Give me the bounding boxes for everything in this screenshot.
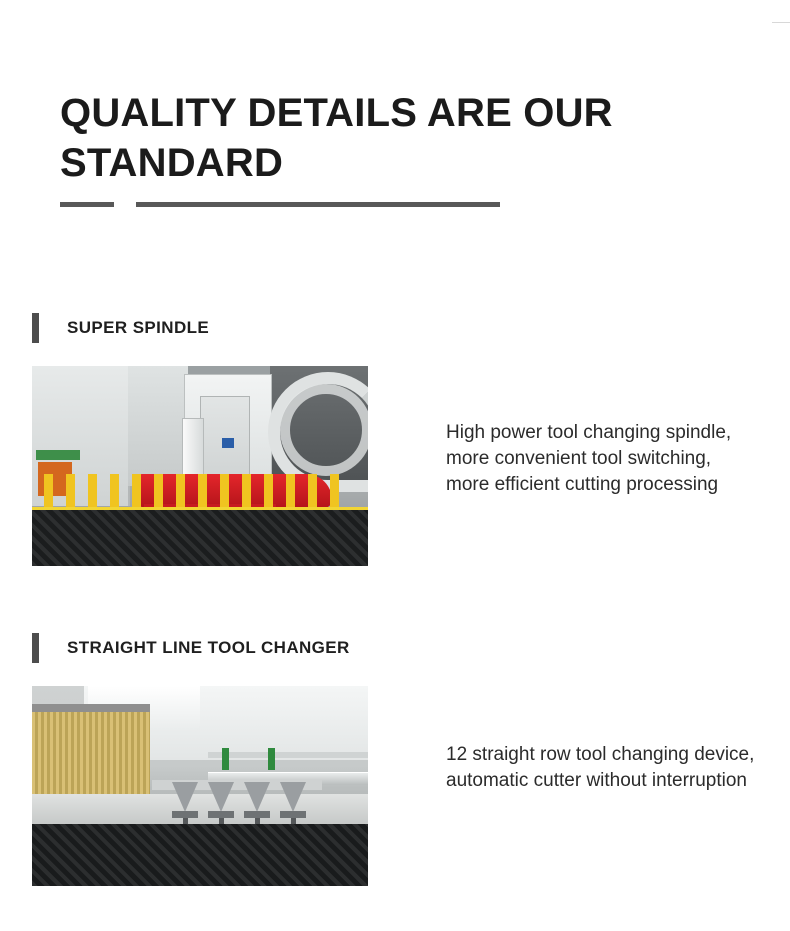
machine-panel-mid bbox=[128, 366, 188, 486]
feature-section-tool-changer bbox=[32, 630, 758, 886]
section-accent-bar bbox=[32, 633, 39, 663]
dust-brush bbox=[32, 712, 150, 804]
top-divider bbox=[772, 22, 790, 23]
spindle-photo bbox=[32, 366, 368, 566]
vacuum-table-grate bbox=[32, 510, 368, 566]
vacuum-table-grate bbox=[32, 824, 368, 886]
green-marker-2 bbox=[268, 748, 275, 770]
section-caption: 12 straight row tool changing device, automatic cutter without interruption bbox=[446, 744, 755, 791]
upper-rail bbox=[208, 752, 368, 758]
section-title: STRAIGHT LINE TOOL CHANGER bbox=[67, 638, 350, 657]
tool-changer-photo bbox=[32, 686, 368, 886]
section-header bbox=[32, 310, 758, 346]
page-title: QUALITY DETAILS ARE OUR STANDARD bbox=[60, 91, 613, 185]
dust-hose-inner bbox=[280, 384, 368, 476]
underline-long bbox=[136, 202, 500, 207]
page-title-block bbox=[60, 88, 700, 207]
section-body bbox=[32, 366, 758, 566]
yellow-supports bbox=[44, 474, 344, 508]
sensor-marker bbox=[222, 438, 234, 448]
feature-section-super-spindle bbox=[32, 310, 758, 566]
green-clamp bbox=[36, 450, 80, 460]
title-underline bbox=[60, 202, 700, 207]
section-accent-bar bbox=[32, 313, 39, 343]
machine-bed bbox=[32, 794, 368, 828]
underline-short bbox=[60, 202, 114, 207]
section-title: SUPER SPINDLE bbox=[67, 318, 210, 337]
green-marker-1 bbox=[222, 748, 229, 770]
section-body bbox=[32, 686, 758, 886]
section-caption: High power tool changing spindle, more convenient tool switching, more efficient cutting processing bbox=[446, 422, 732, 495]
section-header bbox=[32, 630, 758, 666]
